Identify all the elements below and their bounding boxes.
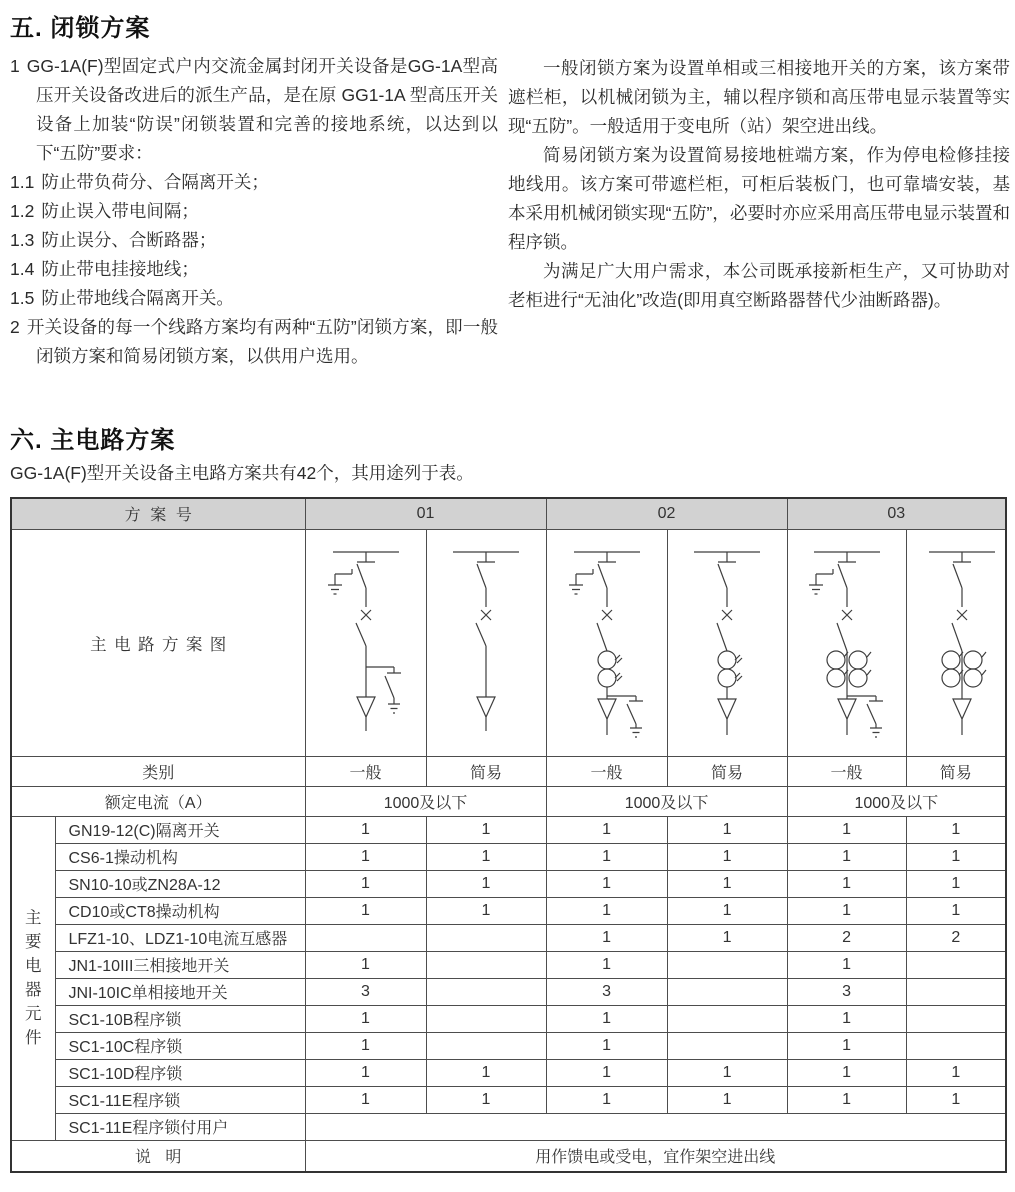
header-scheme-01: 01 — [305, 498, 546, 529]
rated-current-row — [11, 786, 1006, 816]
qty-cell: 1 — [787, 843, 906, 870]
qty-cell: 1 — [305, 843, 426, 870]
qty-cell: 3 — [787, 978, 906, 1005]
qty-cell: 3 — [305, 978, 426, 1005]
qty-cell — [426, 924, 546, 951]
component-name: SC1-10B程序锁 — [55, 1005, 305, 1032]
component-name: SC1-11E程序锁付用户 — [55, 1113, 305, 1140]
note-label: 说明 — [11, 1140, 305, 1172]
note-row — [11, 1140, 1006, 1172]
list-item: 1.2 防止误入带电间隔； — [10, 201, 199, 221]
component-name: SC1-10D程序锁 — [55, 1059, 305, 1086]
header-scheme-label: 方案号 — [11, 498, 305, 529]
qty-cell: 1 — [667, 897, 787, 924]
qty-cell: 1 — [667, 1059, 787, 1086]
qty-cell: 1 — [305, 1005, 426, 1032]
qty-cell: 1 — [787, 1005, 906, 1032]
qty-cell — [667, 1032, 787, 1059]
category-cell: 简易 — [906, 756, 1006, 786]
qty-cell: 1 — [906, 816, 1006, 843]
list-item: 1.4 防止带电挂接地线； — [10, 259, 199, 279]
qty-cell: 1 — [906, 870, 1006, 897]
qty-cell: 1 — [546, 1059, 667, 1086]
paragraph: 一般闭锁方案为设置单相或三相接地开关的方案，该方案带遮栏柜，以机械闭锁为主，辅以程序锁和高压带电显示装置等实现“五防”。一般适用于变电所（站）架空进出线。 — [508, 58, 1010, 136]
category-cell: 简易 — [667, 756, 787, 786]
component-row — [11, 1086, 1006, 1113]
component-name: GN19-12(C)隔离开关 — [55, 816, 305, 843]
qty-cell — [906, 951, 1006, 978]
qty-cell: 1 — [546, 870, 667, 897]
qty-cell: 1 — [667, 816, 787, 843]
qty-cell — [667, 978, 787, 1005]
header-scheme-02: 02 — [546, 498, 787, 529]
list-item: 1 GG-1A(F)型固定式户内交流金属封闭开关设备是GG-1A型高压开关设备改进后的派生产品，是在原 GG1-1A 型高压开关设备上加装“防误”闭锁装置和完善的接地系统，以达到以下“五防”要求： — [10, 56, 498, 163]
paragraph: 为满足广大用户需求，本公司既承接新柜生产，又可协助对老柜进行“无油化”改造(即用真空断路器替代少油断路器)。 — [508, 261, 1010, 310]
component-row — [11, 1032, 1006, 1059]
section5-heading: 五. 闭锁方案 — [10, 15, 151, 42]
rated-current-cell: 1000及以下 — [787, 786, 1006, 816]
component-name: CS6-1操动机构 — [55, 843, 305, 870]
category-cell: 一般 — [305, 756, 426, 786]
qty-cell: 1 — [787, 1032, 906, 1059]
list-item: 1.1 防止带负荷分、合隔离开关； — [10, 172, 269, 192]
list-item: 1.3 防止误分、合断路器； — [10, 230, 217, 250]
component-row — [11, 843, 1006, 870]
component-group-label: 主 要 电 器 元 件 — [11, 816, 55, 1140]
qty-cell: 3 — [546, 978, 667, 1005]
component-row — [11, 951, 1006, 978]
component-row — [11, 1005, 1006, 1032]
component-row — [11, 978, 1006, 1005]
category-cell: 一般 — [546, 756, 667, 786]
qty-cell — [906, 978, 1006, 1005]
qty-cell: 1 — [906, 1059, 1006, 1086]
qty-cell-merged-empty — [305, 1113, 1006, 1140]
component-name: JNI-10IC单相接地开关 — [55, 978, 305, 1005]
qty-cell: 1 — [546, 924, 667, 951]
qty-cell: 1 — [305, 951, 426, 978]
component-row — [11, 816, 1006, 843]
component-row — [11, 870, 1006, 897]
note-text: 用作馈电或受电，宜作架空进出线 — [305, 1140, 1006, 1172]
qty-cell — [667, 951, 787, 978]
table-header-row — [11, 498, 1006, 529]
qty-cell: 1 — [667, 1086, 787, 1113]
qty-cell: 1 — [426, 843, 546, 870]
qty-cell: 1 — [305, 816, 426, 843]
qty-cell: 1 — [546, 1032, 667, 1059]
qty-cell: 1 — [426, 1059, 546, 1086]
circuit-diagram-03-general — [787, 529, 906, 756]
qty-cell: 1 — [787, 897, 906, 924]
qty-cell: 1 — [787, 1059, 906, 1086]
qty-cell: 1 — [305, 1032, 426, 1059]
qty-cell: 1 — [305, 870, 426, 897]
list-item: 1.5 防止带地线合隔离开关。 — [10, 288, 234, 308]
qty-cell: 1 — [667, 843, 787, 870]
qty-cell — [906, 1032, 1006, 1059]
component-name: SC1-11E程序锁 — [55, 1086, 305, 1113]
diagram-row-label: 主电路方案图 — [11, 529, 305, 756]
rated-current-label: 额定电流（A） — [11, 786, 305, 816]
qty-cell: 1 — [546, 843, 667, 870]
qty-cell: 1 — [426, 870, 546, 897]
header-scheme-03: 03 — [787, 498, 1006, 529]
qty-cell: 1 — [305, 897, 426, 924]
component-row — [11, 1113, 1006, 1140]
qty-cell: 1 — [546, 897, 667, 924]
qty-cell: 2 — [906, 924, 1006, 951]
qty-cell: 1 — [426, 816, 546, 843]
qty-cell: 1 — [787, 951, 906, 978]
component-name: SC1-10C程序锁 — [55, 1032, 305, 1059]
qty-cell: 1 — [546, 816, 667, 843]
circuit-diagram-01-general — [305, 529, 426, 756]
rated-current-cell: 1000及以下 — [305, 786, 546, 816]
category-cell: 简易 — [426, 756, 546, 786]
qty-cell: 1 — [787, 870, 906, 897]
qty-cell: 1 — [426, 897, 546, 924]
qty-cell: 1 — [667, 924, 787, 951]
component-name: CD10或CT8操动机构 — [55, 897, 305, 924]
qty-cell — [426, 1005, 546, 1032]
category-row — [11, 756, 1006, 786]
qty-cell: 1 — [426, 1086, 546, 1113]
qty-cell: 2 — [787, 924, 906, 951]
section5-right-column — [508, 54, 1010, 315]
qty-cell: 1 — [906, 897, 1006, 924]
qty-cell: 1 — [305, 1086, 426, 1113]
qty-cell: 1 — [906, 1086, 1006, 1113]
circuit-diagram-02-general — [546, 529, 667, 756]
qty-cell — [426, 978, 546, 1005]
qty-cell — [906, 1005, 1006, 1032]
qty-cell — [426, 1032, 546, 1059]
qty-cell — [426, 951, 546, 978]
circuit-diagram-03-simple — [906, 529, 1006, 756]
component-name: LFZ1-10、LDZ1-10电流互感器 — [55, 924, 305, 951]
qty-cell: 1 — [546, 1086, 667, 1113]
component-row — [11, 1059, 1006, 1086]
qty-cell — [667, 1005, 787, 1032]
qty-cell: 1 — [305, 1059, 426, 1086]
section6-intro: GG-1A(F)型开关设备主电路方案共有42个，其用途列于表。 — [10, 463, 474, 483]
circuit-diagram-01-simple — [426, 529, 546, 756]
component-name: SN10-10或ZN28A-12 — [55, 870, 305, 897]
qty-cell: 1 — [546, 1005, 667, 1032]
qty-cell: 1 — [667, 870, 787, 897]
qty-cell: 1 — [546, 951, 667, 978]
category-cell: 一般 — [787, 756, 906, 786]
qty-cell: 1 — [906, 843, 1006, 870]
list-item: 2 开关设备的每一个线路方案均有两种“五防”闭锁方案，即一般闭锁方案和简易闭锁方案，以供用户选用。 — [10, 317, 498, 366]
component-row — [11, 897, 1006, 924]
diagram-row — [11, 529, 1006, 756]
qty-cell: 1 — [787, 816, 906, 843]
category-label: 类别 — [11, 756, 305, 786]
section5-left-column — [10, 52, 498, 371]
component-name: JN1-10III三相接地开关 — [55, 951, 305, 978]
rated-current-cell: 1000及以下 — [546, 786, 787, 816]
qty-cell — [305, 924, 426, 951]
circuit-diagram-02-simple — [667, 529, 787, 756]
main-circuit-scheme-table — [10, 497, 1007, 1173]
paragraph: 简易闭锁方案为设置简易接地桩端方案，作为停电检修挂接地线用。该方案可带遮栏柜，可柜后装板门，也可靠墙安装，基本采用机械闭锁实现“五防”，必要时亦应采用高压带电显示装置和程序锁。 — [508, 145, 1010, 252]
qty-cell: 1 — [787, 1086, 906, 1113]
section6-heading: 六. 主电路方案 — [10, 427, 176, 454]
component-row — [11, 924, 1006, 951]
